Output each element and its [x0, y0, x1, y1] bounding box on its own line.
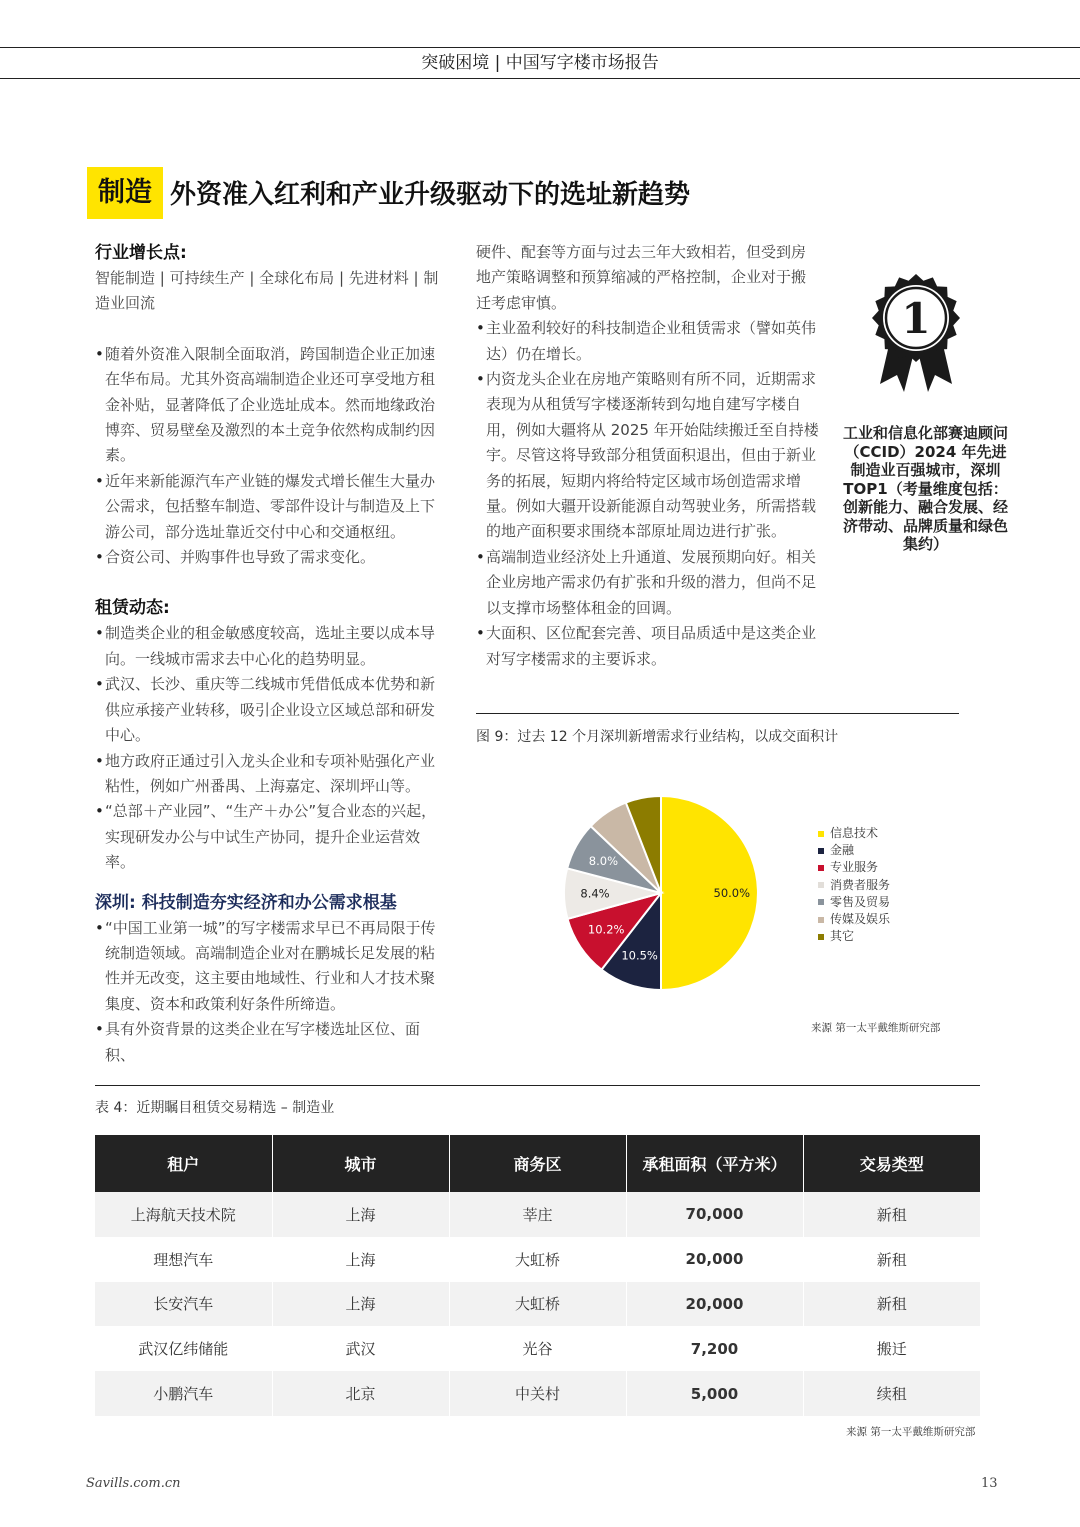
middle-column: [476, 240, 819, 672]
legend-item: [818, 928, 890, 945]
legend-swatch: [818, 934, 824, 940]
district-cell: 光谷: [449, 1326, 626, 1371]
award-text: 工业和信息化部赛迪顾问（CCID）2024 年先进制造业百强城市，深圳 TOP1（考量维度包括：创新能力、融合发展、经济带动、品牌质量和绿色集约）: [842, 424, 1008, 553]
column-header: 商务区: [449, 1135, 626, 1192]
legend-swatch: [818, 917, 824, 923]
pie-legend: [818, 825, 890, 945]
leasing-heading: 租赁动态:: [95, 598, 170, 619]
legend-item: [818, 894, 890, 911]
continuation-text: 硬件、配套等方面与过去三年大致相若，但受到房地产策略调整和预算缩减的严格控制，企业对于搬迁考虑审慎。: [476, 243, 807, 312]
legend-label: 信息技术: [830, 826, 879, 840]
industry-pie-chart: [561, 793, 761, 993]
column-header: 承租面积（平方米）: [626, 1135, 803, 1192]
table-divider: [95, 1085, 980, 1086]
city-cell: 上海: [272, 1192, 449, 1237]
table-source: 来源 第一太平戴维斯研究部: [846, 1426, 976, 1438]
growth-tags: 智能制造 | 可持续生产 | 全球化布局 | 先进材料 | 制造业回流: [95, 269, 439, 313]
legend-label: 消费者服务: [830, 877, 891, 892]
tenant-cell: 理想汽车: [95, 1237, 272, 1282]
city-cell: 上海: [272, 1282, 449, 1327]
area-cell: 7,200: [626, 1326, 803, 1371]
leasing-bullet: • 制造类企业的租金敏感度较高，选址主要以成本导向。一线城市需求去中心化的趋势明显。: [95, 621, 445, 672]
column-header: 租户: [95, 1135, 272, 1192]
shenzhen-heading: 深圳: 科技制造夯实经济和办公需求根基: [95, 892, 397, 913]
city-cell: 上海: [272, 1237, 449, 1282]
city-cell: 武汉: [272, 1326, 449, 1371]
leasing-bullet: • 地方政府正通过引入龙头企业和专项补贴强化产业粘性，例如广州番禺、上海嘉定、深圳坪山等。: [95, 749, 445, 800]
legend-label: 传媒及娱乐: [830, 912, 891, 927]
tenant-cell: 上海航天技术院: [95, 1192, 272, 1237]
shenzhen-bullet: • 主业盈利较好的科技制造企业租赁需求（譬如英伟达）仍在增长。: [476, 316, 819, 367]
deal-type-cell: 新租: [803, 1237, 980, 1282]
lease-deals-table: [95, 1135, 980, 1416]
table-row: [95, 1237, 980, 1282]
tenant-cell: 武汉亿纬储能: [95, 1326, 272, 1371]
legend-label: 金融: [830, 843, 855, 858]
shenzhen-bullet: • 高端制造业经济处上升通道、发展预期向好。相关企业房地产需求仍有扩张和升级的潜力，但尚不足以支撑市场整体租金的回调。: [476, 545, 819, 621]
legend-label: 专业服务: [830, 860, 879, 875]
award-ribbon-number-one-icon: [870, 272, 962, 394]
section-tag: 制造: [87, 167, 163, 219]
legend-swatch: [818, 882, 824, 888]
legend-item: [818, 859, 890, 876]
legend-item: [818, 825, 890, 842]
deal-type-cell: 新租: [803, 1192, 980, 1237]
area-cell: 20,000: [626, 1237, 803, 1282]
legend-label: 零售及贸易: [830, 894, 891, 909]
section-title: 外资准入红利和产业升级驱动下的选址新趋势: [170, 180, 691, 210]
growth-heading: 行业增长点:: [95, 243, 187, 263]
growth-bullet: • 合资公司、并购事件也导致了需求变化。: [95, 545, 445, 570]
footer-website: Savills.com.cn: [86, 1476, 181, 1491]
legend-item: [818, 877, 890, 894]
tenant-cell: 小鹏汽车: [95, 1371, 272, 1416]
shenzhen-bullet: • 大面积、区位配套完善、项目品质适中是这类企业对写字楼需求的主要诉求。: [476, 621, 819, 672]
district-cell: 大虹桥: [449, 1282, 626, 1327]
growth-bullet: • 近年来新能源汽车产业链的爆发式增长催生大量办公需求，包括整车制造、零部件设计与制造及上下游公司，部分选址靠近交付中心和交通枢纽。: [95, 469, 445, 545]
legend-item: [818, 911, 890, 928]
growth-bullet: • 随着外资准入限制全面取消，跨国制造企业正加速在华布局。尤其外资高端制造企业还可享受地方租金补贴，显著降低了企业选址成本。然而地缘政治博弈、贸易壁垒及激烈的本土竞争依然构成制约因素。: [95, 342, 445, 469]
district-cell: 大虹桥: [449, 1237, 626, 1282]
award-badge-number: 1: [901, 294, 931, 343]
table-caption: 表 4：近期瞩目租赁交易精选 – 制造业: [95, 1100, 335, 1116]
shenzhen-bullet: • 内资龙头企业在房地产策略则有所不同，近期需求表现为从租赁写字楼逐渐转到勾地自建写字楼自用，例如大疆将从 2025 年开始陆续搬迁至自持楼宇。尽管这将导致部分租赁面积退出，但由于新业务的拓展，短期内将给特定区域市场创造需求增量。例如大疆开设新能源自动驾驶业务，所需搭载的地产面积要求围绕本部原址周边进行扩张。: [476, 367, 819, 545]
table-header-row: [95, 1135, 980, 1192]
figure-source: 来源 第一太平戴维斯研究部: [811, 1022, 941, 1034]
pie-value-label: 50.0%: [713, 886, 751, 900]
shenzhen-bullet: • “中国工业第一城”的写字楼需求早已不再局限于传统制造领域。高端制造企业对在鹏城长足发展的粘性并无改变，这主要由地域性、行业和人才技术聚集度、资本和政策利好条件所缔造。: [95, 916, 445, 1018]
legend-swatch: [818, 899, 824, 905]
deal-type-cell: 新租: [803, 1282, 980, 1327]
area-cell: 20,000: [626, 1282, 803, 1327]
deal-type-cell: 续租: [803, 1371, 980, 1416]
table-row: [95, 1192, 980, 1237]
legend-swatch: [818, 865, 824, 871]
pie-value-label: 8.0%: [588, 853, 619, 868]
legend-label: 其它: [830, 929, 855, 944]
pie-value-label: 8.4%: [580, 886, 610, 901]
table-row: [95, 1326, 980, 1371]
left-column: [95, 240, 445, 1068]
figure-caption: 图 9：过去 12 个月深圳新增需求行业结构，以成交面积计: [476, 729, 839, 745]
district-cell: 中关村: [449, 1371, 626, 1416]
table-row: [95, 1282, 980, 1327]
leasing-bullet: • “总部＋产业园”、“生产＋办公”复合业态的兴起，实现研发办公与中试生产协同，提升企业运营效率。: [95, 799, 445, 875]
shenzhen-bullet: • 具有外资背景的这类企业在写字楼选址区位、面积、: [95, 1017, 445, 1068]
tenant-cell: 长安汽车: [95, 1282, 272, 1327]
district-cell: 莘庄: [449, 1192, 626, 1237]
legend-swatch: [818, 831, 824, 837]
figure-divider: [476, 713, 959, 714]
deal-type-cell: 搬迁: [803, 1326, 980, 1371]
page-number: 13: [981, 1476, 998, 1491]
column-header: 城市: [272, 1135, 449, 1192]
city-cell: 北京: [272, 1371, 449, 1416]
legend-swatch: [818, 848, 824, 854]
report-header-title: 突破困境 | 中国写字楼市场报告: [0, 47, 1080, 79]
legend-item: [818, 842, 890, 859]
pie-value-label: 10.5%: [621, 948, 658, 963]
leasing-bullet: • 武汉、长沙、重庆等二线城市凭借低成本优势和新供应承接产业转移，吸引企业设立区域总部和研发中心。: [95, 672, 445, 748]
area-cell: 5,000: [626, 1371, 803, 1416]
table-row: [95, 1371, 980, 1416]
column-header: 交易类型: [803, 1135, 980, 1192]
pie-value-label: 10.2%: [587, 922, 625, 937]
area-cell: 70,000: [626, 1192, 803, 1237]
